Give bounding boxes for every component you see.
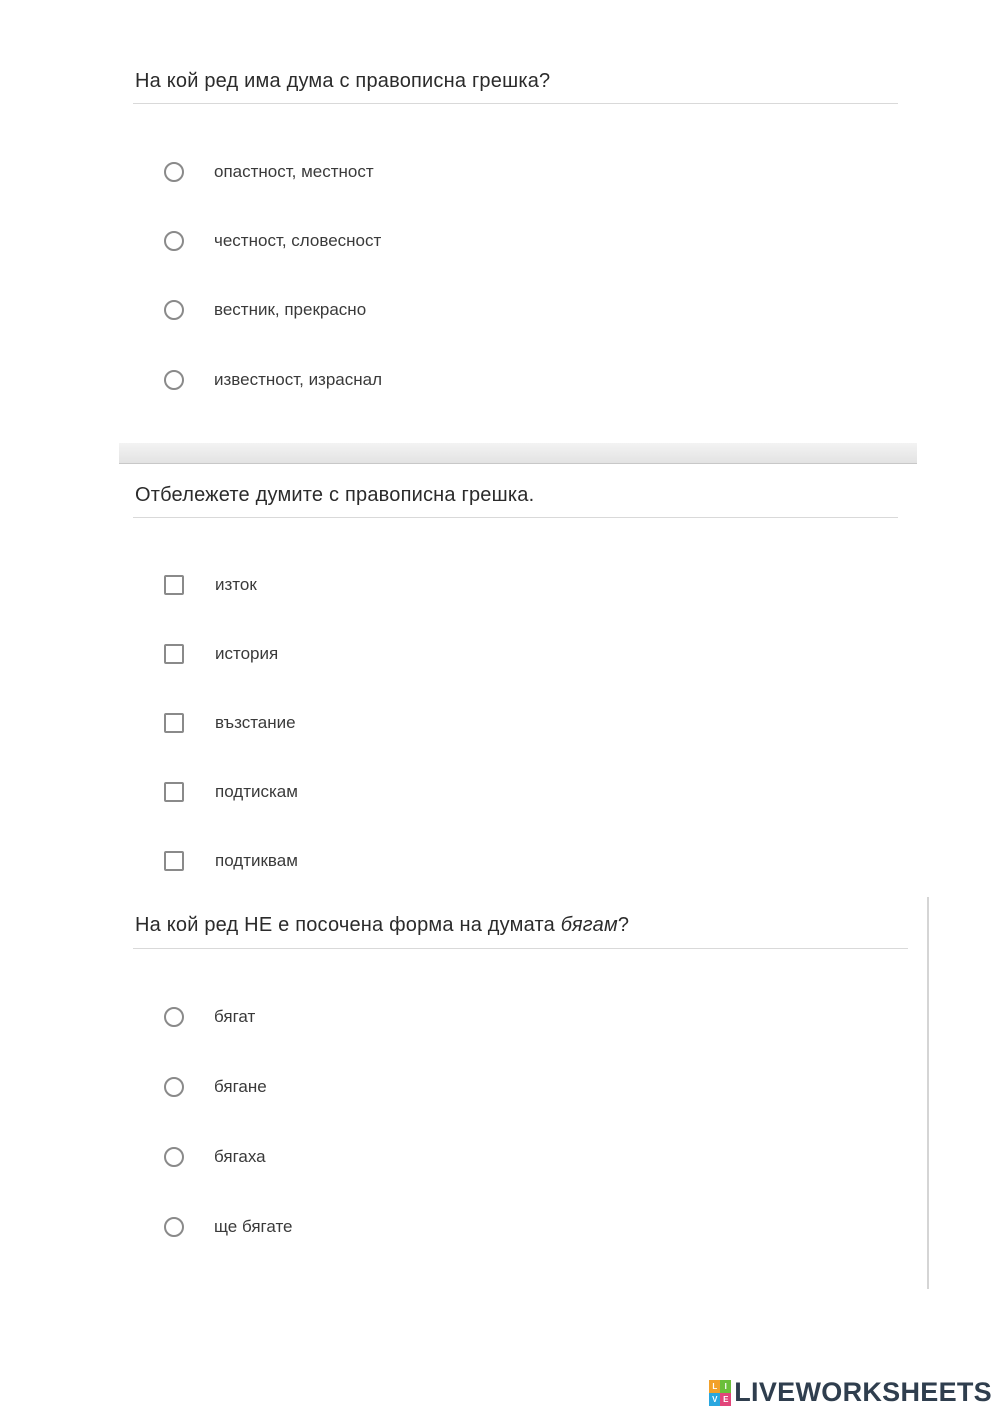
q2-option-5[interactable] [164,848,298,874]
radio-button[interactable] [164,300,184,320]
option-label: известност, израснал [214,370,383,389]
option-label: история [215,644,279,663]
q1-option-4[interactable] [164,367,382,393]
question-2-title: Отбележете думите с правописна грешка. [135,484,535,506]
logo-tile: V [709,1393,720,1406]
option-label: възстание [215,713,296,732]
checkbox[interactable] [164,851,184,871]
option-label: бягаха [214,1147,266,1166]
q2-option-4[interactable] [164,779,298,805]
q3-option-2[interactable] [164,1074,267,1100]
q1-option-2[interactable] [164,228,381,254]
option-label: изток [215,575,257,594]
card-edge [927,897,929,1289]
option-label: подтискам [215,782,298,801]
q2-option-2[interactable] [164,641,278,667]
radio-button[interactable] [164,1007,184,1027]
question-2-divider [133,517,898,518]
q3-option-1[interactable] [164,1004,255,1030]
question-3-title-text: На кой ред НЕ е посочена форма на думата [135,914,561,936]
option-label: честност, словесност [214,231,382,250]
option-label: вестник, прекрасно [214,300,367,319]
option-label: подтиквам [215,851,298,870]
section-separator [119,443,917,464]
question-1-divider [133,103,898,104]
option-label: бягат [214,1007,256,1026]
option-label: ще бягате [214,1217,293,1236]
option-label: опастност, местност [214,162,374,181]
brand-text: LIVEWORKSHEETS [734,1377,992,1407]
question-3-title-mark: ? [617,914,630,936]
q1-option-1[interactable] [164,159,374,185]
q2-option-3[interactable] [164,710,296,736]
radio-button[interactable] [164,231,184,251]
q1-option-3[interactable] [164,297,366,323]
q3-option-4[interactable] [164,1214,293,1240]
question-3-title-word: бягам [560,914,618,936]
logo-tile: I [720,1380,731,1393]
radio-button[interactable] [164,1077,184,1097]
liveworksheets-logo-icon [709,1380,731,1406]
radio-button[interactable] [164,1147,184,1167]
logo-tile: L [709,1380,720,1393]
question-1-title: На кой ред има дума с правописна грешка? [135,70,551,92]
radio-button[interactable] [164,1217,184,1237]
checkbox[interactable] [164,713,184,733]
q2-option-1[interactable] [164,572,257,598]
q3-option-3[interactable] [164,1144,266,1170]
radio-button[interactable] [164,162,184,182]
radio-button[interactable] [164,370,184,390]
option-label: бягане [214,1077,267,1096]
logo-tile: E [720,1393,731,1406]
liveworksheets-logo [709,1377,992,1408]
checkbox[interactable] [164,782,184,802]
question-3-divider [133,948,908,949]
question-3-title [135,914,629,937]
checkbox[interactable] [164,575,184,595]
checkbox[interactable] [164,644,184,664]
